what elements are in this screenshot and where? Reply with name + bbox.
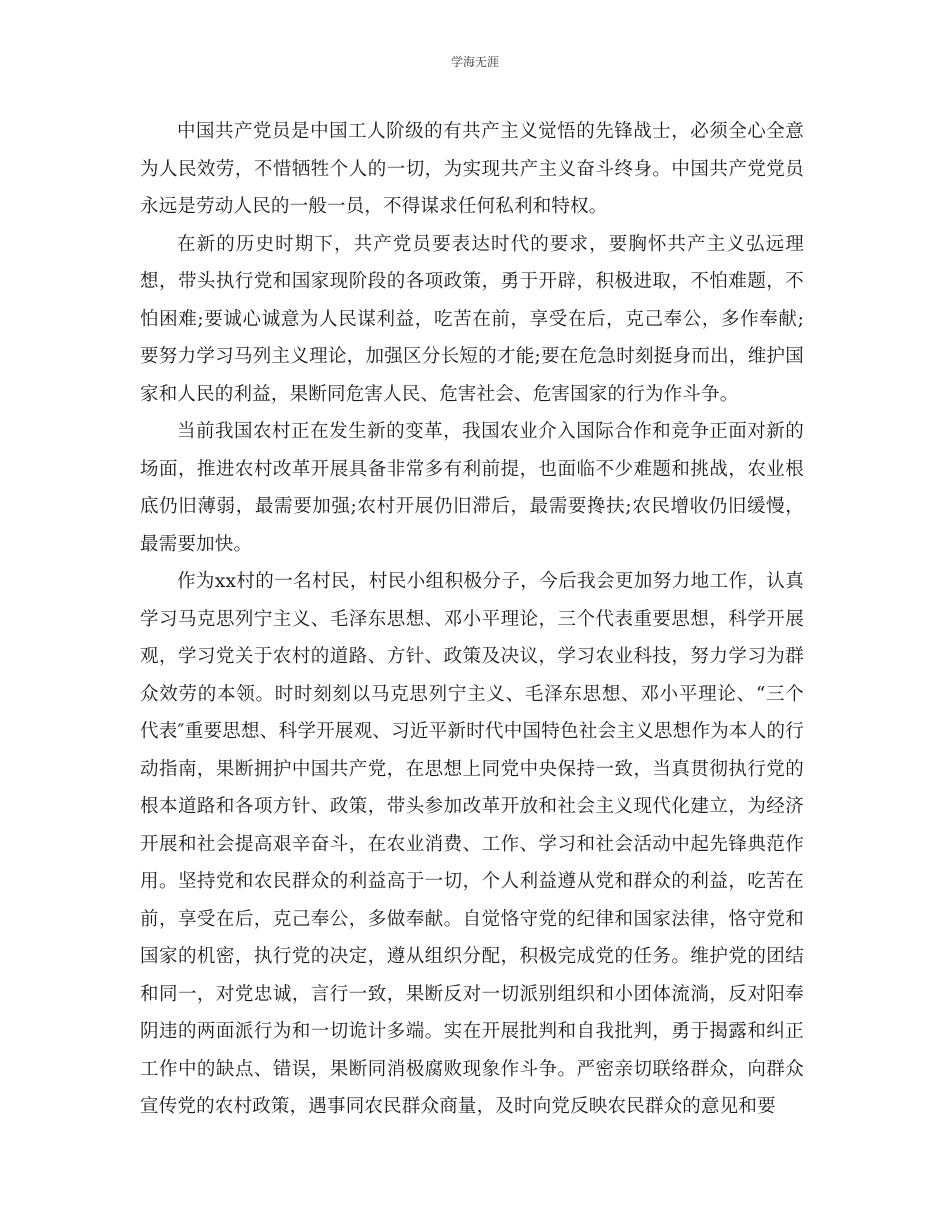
paragraph-4: 作为xx村的一名村民，村民小组积极分子，今后我会更加努力地工作，认真学习马克思列宁主义、毛泽东思想、邓小平理论，三个代表重要思想，科学开展观，学习党关于农村的道路、方针、政策及决议，学习农业科技，努力学习为群众效劳的本领。时时刻刻以马克思列宁主义、毛泽东思想、邓小平理论、“三个代表″重要思想、科学开展观、习近平新时代中国特色社会主义思想作为本人的行动指南，果断拥护中国共产党，在思想上同党中央保持一致，当真贯彻执行党的根本道路和各项方针、政策，带头参加改革开放和社会主义现代化建立，为经济开展和社会提高艰辛奋斗，在农业消费、工作、学习和社会活动中起先锋典范作用。坚持党和农民群众的利益高于一切，个人利益遵从党和群众的利益，吃苦在前，享受在后，克己奉公，多做奉献。自觉恪守党的纪律和国家法律，恪守党和国家的机密，执行党的决定，遵从组织分配，积极完成党的任务。维护党的团结和同一，对党忠诚，言行一致，果断反对一切派别组织和小团体流淌，反对阳奉阴违的两面派行为和一切诡计多端。实在开展批判和自我批判，勇于揭露和纠正工作中的缺点、错误，果断同消极腐败现象作斗争。严密亲切联络群众，向群众宣传党的农村政策，遇事同农民群众商量，及时向党反映农民群众的意见和要: [140, 571, 804, 1117]
paragraph-1: 中国共产党员是中国工人阶级的有共产主义觉悟的先锋战士，必须全心全意为人民效劳，不惜牺牲个人的一切，为实现共产主义奋斗终身。中国共产党党员永远是劳动人民的一般一员，不得谋求任何私利和特权。: [140, 121, 804, 217]
document-body: [140, 113, 804, 1126]
paragraph-2: 在新的历史时期下，共产党员要表达时代的要求，要胸怀共产主义弘远理想，带头执行党和国家现阶段的各项政策，勇于开辟，积极进取，不怕难题，不怕困难;要诚心诚意为人民谋利益，吃苦在前，享受在后，克己奉公，多作奉献;要努力学习马列主义理论，加强区分长短的才能;要在危急时刻挺身而出，维护国家和人民的利益，果断同危害人民、危害社会、危害国家的行为作斗争。: [140, 233, 804, 405]
page-header: 学海无涯: [450, 55, 499, 69]
paragraph-3: 当前我国农村正在发生新的变革，我国农业介入国际合作和竞争正面对新的场面，推进农村改革开展具备非常多有利前提，也面临不少难题和挑战，农业根底仍旧薄弱，最需要加强;农村开展仍旧滞后，最需要搀扶;农民增收仍旧缓慢，最需要加快。: [140, 421, 804, 555]
